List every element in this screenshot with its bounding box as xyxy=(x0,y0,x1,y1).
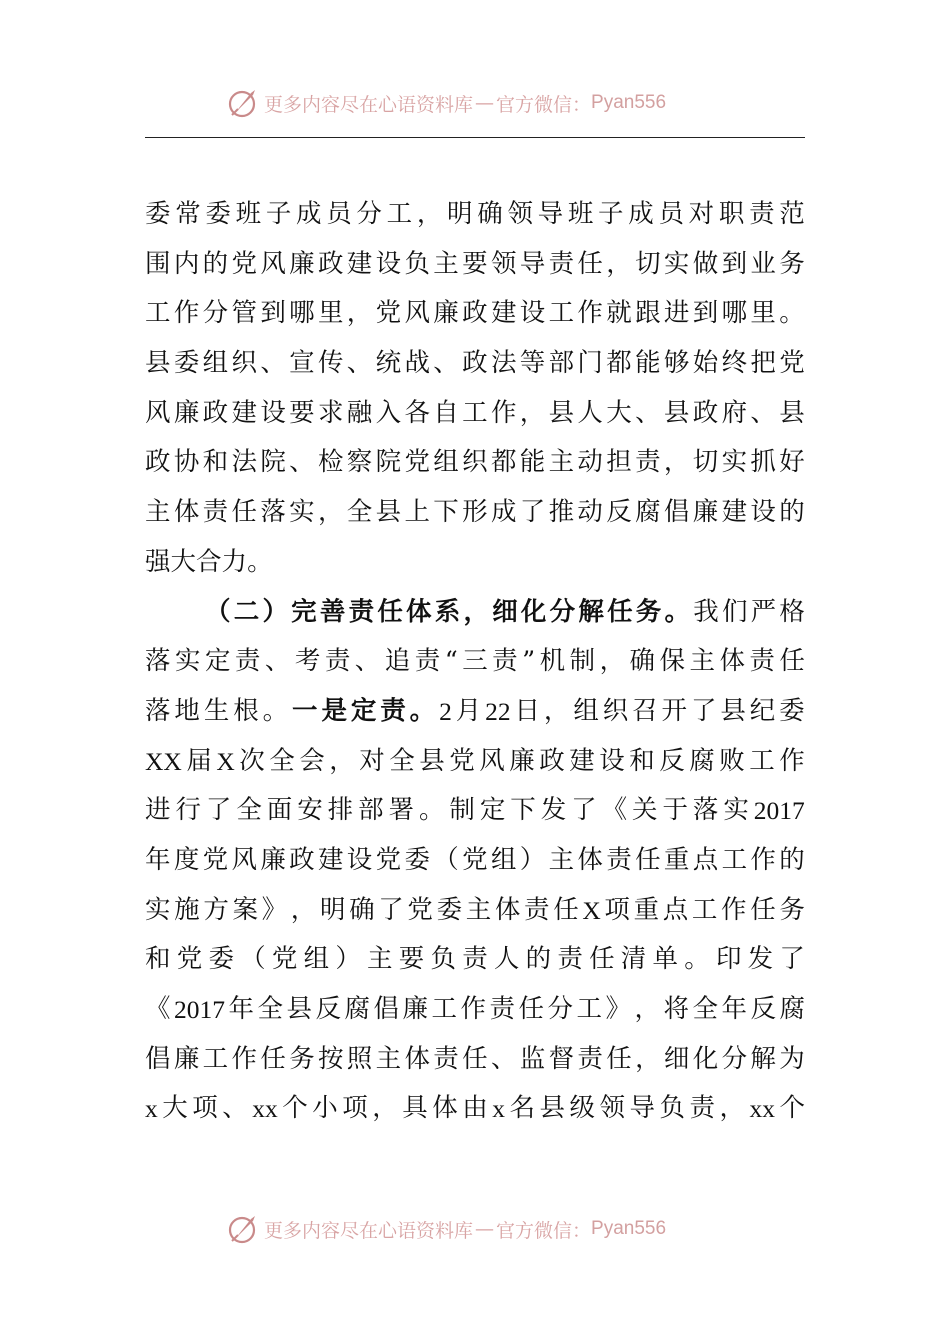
text-line: x 大 项 、 xx 个 小 项 ， 具 体 由 x 名 县 级 领 导 负 责 ， xx 个 xyxy=(145,1093,805,1124)
watermark-separator: — xyxy=(475,92,495,114)
watermark-separator: — xyxy=(475,1218,495,1240)
text-line: 《 2017 年 全 县 反 腐 倡 廉 工 作 责 任 分 工 》 ， 将 全 年 反 腐 xyxy=(145,994,805,1024)
header-divider xyxy=(145,137,805,138)
text-line: 主 体 责 任 落 实 ， 全 县 上 下 形 成 了 推 动 反 腐 倡 廉 建 设 的 xyxy=(145,497,805,528)
watermark-wechat-id: Pyan556 xyxy=(591,1218,667,1239)
watermark-text: 更多内容尽在心语资料库 xyxy=(264,1219,474,1242)
document-body xyxy=(145,190,805,1134)
text-line: （ 二 ） 完 善 责 任 体 系 ， 细 化 分 解 任 务 。 我 们 严 格 xyxy=(205,596,805,627)
text-line: 围 内 的 党 风 廉 政 建 设 负 主 要 领 导 责 任 ， 切 实 做 到 业 务 xyxy=(145,248,805,279)
text-line: 委 常 委 班 子 成 员 分 工 ， 明 确 领 导 班 子 成 员 对 职 责 范 xyxy=(145,199,805,229)
text-line: XX 届 X 次 全 会 ， 对 全 县 党 风 廉 政 建 设 和 反 腐 败 工 作 xyxy=(145,745,805,776)
text-line: 风 廉 政 建 设 要 求 融 入 各 自 工 作 ， 县 人 大 、 县 政 府 、 县 xyxy=(145,397,805,428)
text-line: 县 委 组 织 、 宣 传 、 统 战 、 政 法 等 部 门 都 能 够 始 终 把 党 xyxy=(145,348,805,379)
watermark-footer xyxy=(226,1212,666,1246)
watermark-header xyxy=(226,86,666,120)
quill-logo-icon xyxy=(226,86,260,120)
text-line: 进 行 了 全 面 安 排 部 署 。 制 定 下 发 了 《 关 于 落 实 2017 xyxy=(145,795,805,826)
text-line: 和 党 委 （ 党 组 ） 主 要 负 责 人 的 责 任 清 单 。 印 发 了 xyxy=(145,944,805,975)
text-line: 强 大 合 力 。 xyxy=(145,546,273,577)
text-line: 倡 廉 工 作 任 务 按 照 主 体 责 任 、 监 督 责 任 ， 细 化 分 解 为 xyxy=(145,1043,805,1074)
text-line: 落 地 生 根 。 一 是 定 责 。 2 月 22 日 ， 组 织 召 开 了 县 纪 委 xyxy=(145,695,805,726)
text-line: 实 施 方 案 》 ， 明 确 了 党 委 主 体 责 任 X 项 重 点 工 作 任 务 xyxy=(145,894,805,925)
watermark-wechat-id: Pyan556 xyxy=(591,92,667,113)
watermark-text: 更多内容尽在心语资料库 xyxy=(264,93,474,116)
text-line: 落 实 定 责 、 考 责 、 追 责 “ 三 责 ” 机 制 ， 确 保 主 体 责 任 xyxy=(145,646,805,677)
text-line: 工 作 分 管 到 哪 里 ， 党 风 廉 政 建 设 工 作 就 跟 进 到 哪 里 。 xyxy=(145,298,805,329)
watermark-label: 官方微信： xyxy=(496,93,592,116)
watermark-label: 官方微信： xyxy=(496,1219,592,1242)
text-line: 政 协 和 法 院 、 检 察 院 党 组 织 都 能 主 动 担 责 ， 切 实 抓 好 xyxy=(145,447,805,478)
text-line: 年 度 党 风 廉 政 建 设 党 委 （ 党 组 ） 主 体 责 任 重 点 工 作 的 xyxy=(145,844,805,875)
quill-logo-icon xyxy=(226,1212,260,1246)
